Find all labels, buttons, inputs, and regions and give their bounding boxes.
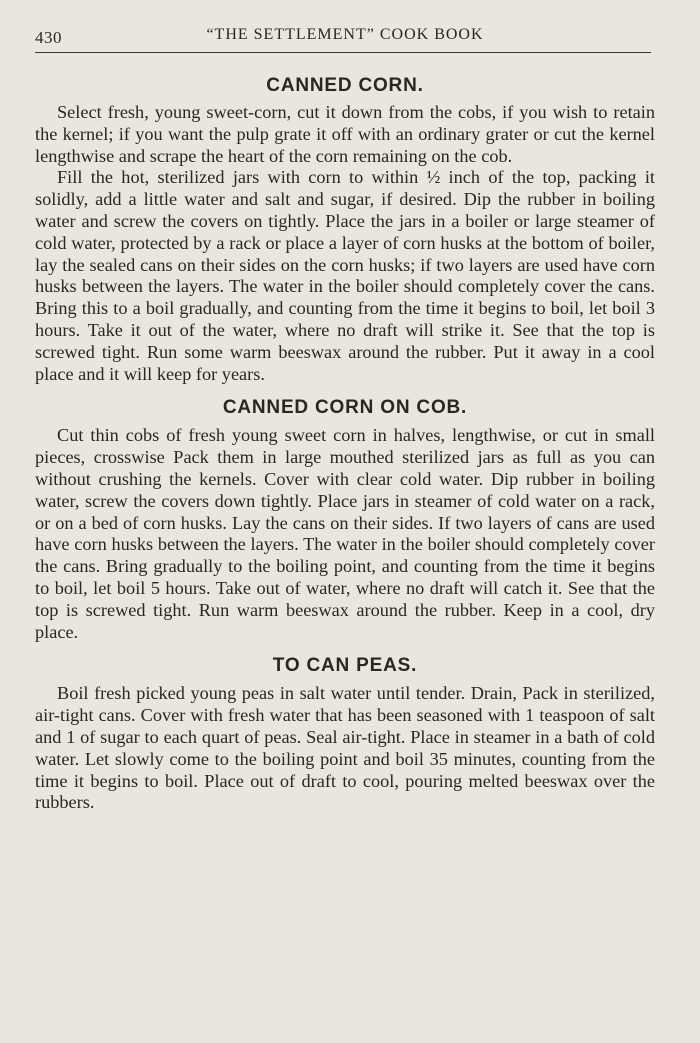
section-title-canned-corn: CANNED CORN.	[266, 75, 424, 96]
page-number: 430	[35, 28, 62, 47]
book-title: “THE SETTLEMENT” COOK BOOK	[206, 26, 484, 43]
header-rule	[35, 52, 651, 53]
paragraph-to-can-peas: Boil fresh picked young peas in salt water until tender. Drain, Pack in sterilized, air-tight cans. Cover with fresh water that has been seasoned with 1 teaspoon of salt and 1 of sugar to each quart of peas. Seal air-tight. Place in steamer in a bath of cold water. Let slowly come to the boiling point and boil 35 minutes, counting from the time it begins to boil. Place out of draft to cool, pouring melted beeswax over the rubbers.	[35, 683, 655, 813]
section-title-canned-corn-on-cob: CANNED CORN ON COB.	[222, 397, 468, 419]
paragraph-canned-corn-2: Fill the hot, sterilized jars with corn to within ½ inch of the top, packing it solidly, add a little water and salt and sugar, if desired. Dip the rubber in boiling water and screw the covers on tightly. Place the jars in a boiler or large steamer of cold water, protected by a rack or place a layer of corn husks at the bottom of boiler, lay the sealed cans on their sides on the corn husks; if two layers are used have corn husks between the layers. The water in the boiler should completely cover the cans. Bring this to a boil gradually, and counting from the time it begins to boil, let boil 3 hours. Take it out of the water, where no draft will strike it. See that the top is screwed tight. Run some warm beeswax around the rubber. Put it away in a cool place and it will keep for years.	[35, 167, 655, 384]
book-page	[35, 22, 655, 814]
section-title-to-can-peas: TO CAN PEAS.	[272, 655, 418, 677]
paragraph-canned-corn-on-cob: Cut thin cobs of fresh young sweet corn in halves, lengthwise, or cut in small pieces, crosswise Pack them in large mouthed sterilized jars as full as you can without crushing the kernels. Cover with clear cold water. Dip rubber in boiling water, screw the covers down tightly. Place jars in steamer of cold water on a rack, or on a bed of corn husks. Lay the cans on their sides. If two layers of cans are used have corn husks between the layers. The water in the boiler should completely cover the cans. Bring gradually to the boiling point, and counting from the time it begins to boil, let boil 5 hours. Take out of water, where no draft will catch it. See that the top is screwed tight. Run warm beeswax around the rubber. Keep in a cool, dry place.	[35, 425, 655, 642]
paragraph-canned-corn-1: Select fresh, young sweet-corn, cut it down from the cobs, if you wish to retain the kernel; if you want the pulp grate it off with an ordinary grater or cut the kernel lengthwise and scrape the heart of the corn remaining on the cob.	[35, 102, 655, 166]
running-head	[35, 22, 655, 48]
